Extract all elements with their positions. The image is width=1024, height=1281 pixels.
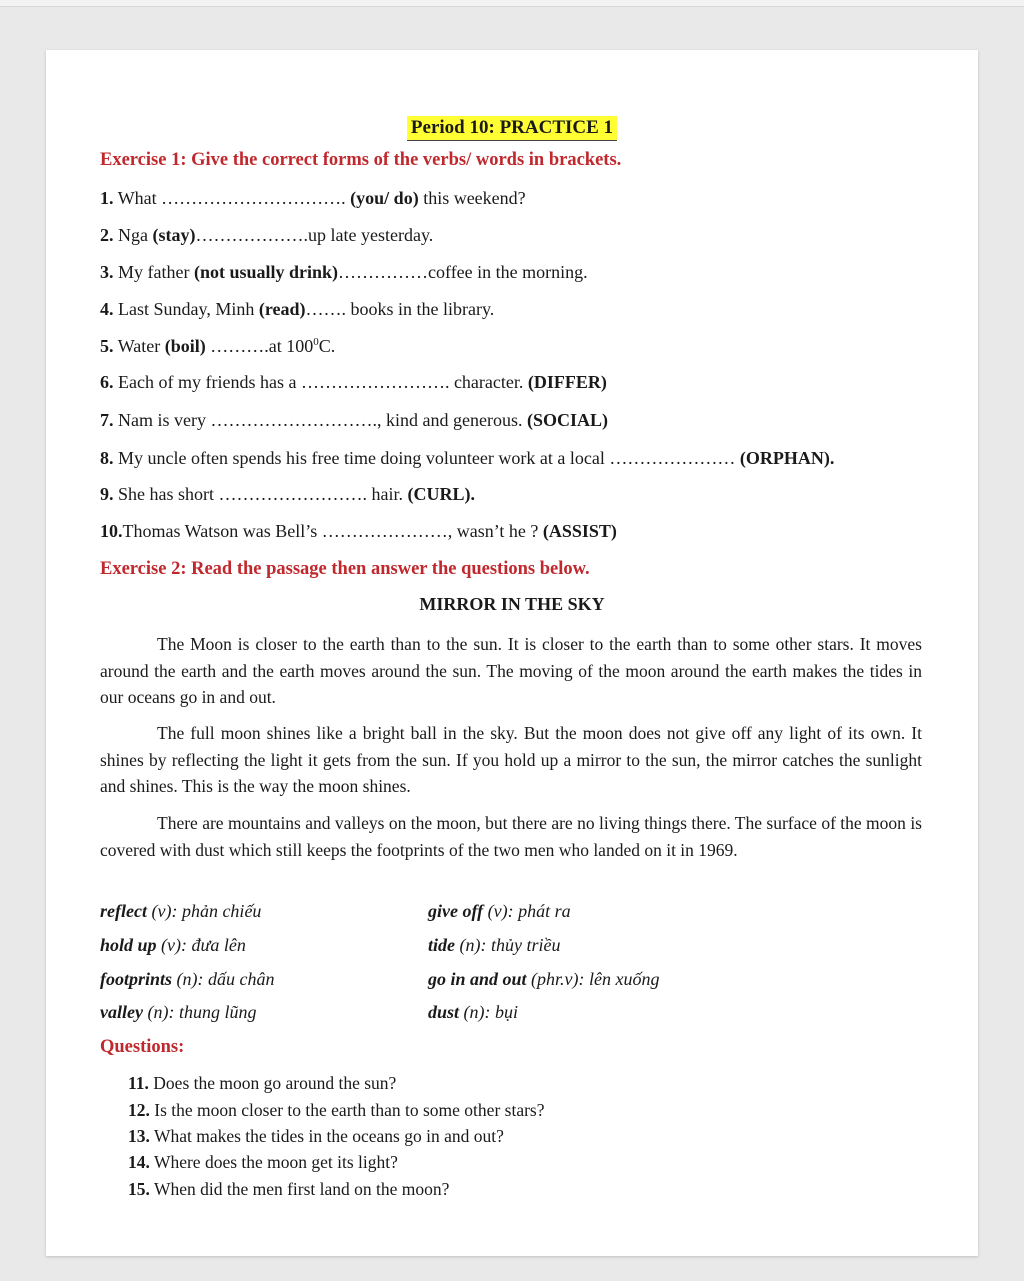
item-text: She has short	[118, 484, 219, 504]
answer-blank: ……….	[205, 336, 269, 356]
item-text: character.	[449, 372, 528, 392]
item-number: 2.	[100, 225, 114, 245]
passage-paragraph-2: The full moon shines like a bright ball in the sky. But the moon does not give off any light of its own. It shines by reflecting the light it gets from the sun. If you hold up a mirror to the sun, the mirror catches the sunlight and shines. This is the way the moon shines.	[100, 723, 922, 796]
document-page	[46, 50, 978, 1256]
item-bold: (boil)	[164, 336, 206, 356]
item-text: this weekend?	[418, 188, 526, 208]
vocab-pos: (n)	[142, 1002, 169, 1022]
item-text: , wasn’t he ?	[447, 521, 543, 541]
exercise-1-item-9	[100, 484, 475, 505]
question-number: 11.	[128, 1073, 149, 1093]
item-bold: (read)	[258, 299, 306, 319]
vocab-term: hold up	[100, 935, 157, 955]
item-text: books in the library.	[345, 299, 495, 319]
item-text: Each of my friends has a	[118, 372, 301, 392]
question-number: 15.	[128, 1179, 150, 1199]
item-text: Nam is very	[118, 410, 211, 430]
item-bold: (stay)	[152, 225, 196, 245]
item-text: C.	[318, 336, 336, 356]
vocab-term: dust	[428, 1002, 460, 1022]
exercise-1-item-1	[100, 188, 526, 209]
vocab-meaning: : thủy triều	[480, 935, 561, 955]
item-text: coffee in the morning.	[428, 262, 588, 282]
page-title: Period 10: PRACTICE 1	[407, 116, 617, 141]
vocab-meaning: : thung lũng	[168, 1002, 257, 1022]
vocab-item	[100, 935, 246, 956]
vocab-meaning: : phát ra	[507, 901, 571, 921]
passage-title: MIRROR IN THE SKY	[419, 594, 605, 614]
question-number: 14.	[128, 1152, 150, 1172]
exercise-1-item-3	[100, 262, 588, 283]
exercise-2-heading: Exercise 2: Read the passage then answer the questions below.	[100, 559, 590, 579]
vocab-pos: (v)	[156, 935, 182, 955]
vocab-pos: (phr.v)	[526, 969, 579, 989]
item-text: at 100	[268, 336, 314, 356]
answer-blank: ……………………….	[210, 410, 377, 430]
vocab-term: give off	[428, 901, 484, 921]
exercise-1-item-7	[100, 410, 608, 431]
item-number: 5.	[100, 336, 114, 356]
item-bold: (not usually drink)	[193, 262, 339, 282]
vocab-pos: (v)	[146, 901, 172, 921]
item-text: up late yesterday.	[308, 225, 434, 245]
item-text: Water	[117, 336, 165, 356]
vocab-pos: (n)	[455, 935, 481, 955]
vocab-term: valley	[100, 1002, 143, 1022]
exercise-1-item-4	[100, 299, 494, 320]
vocab-term: go in and out	[428, 969, 527, 989]
item-number: 7.	[100, 410, 114, 430]
answer-blank: ………………………….	[161, 188, 346, 208]
vocab-meaning: : bụi	[484, 1002, 519, 1022]
vocab-item	[100, 969, 275, 990]
question-text: Is the moon closer to the earth than to some other stars?	[154, 1100, 545, 1120]
viewer-top-bar	[0, 0, 1024, 7]
exercise-1-item-8	[100, 448, 834, 469]
vocab-meaning: : phản chiếu	[171, 901, 262, 921]
item-text: My father	[118, 262, 194, 282]
superscript: 0	[313, 336, 319, 348]
item-bold: (SOCIAL)	[526, 410, 608, 430]
vocab-pos: (n)	[172, 969, 198, 989]
item-number: 4.	[100, 299, 114, 319]
exercise-1-item-6	[100, 372, 607, 393]
vocab-item	[428, 969, 660, 990]
vocab-meaning: : lên xuống	[578, 969, 660, 989]
questions-heading: Questions:	[100, 1037, 185, 1057]
item-number: 3.	[100, 262, 114, 282]
exercise-1-item-5	[100, 336, 335, 357]
question-text: Where does the moon get its light?	[153, 1152, 398, 1172]
answer-blank: …………………….	[218, 484, 367, 504]
vocab-item	[100, 1002, 256, 1023]
question-item	[128, 1179, 449, 1200]
vocab-meaning: : dấu chân	[197, 969, 275, 989]
answer-blank: ……………….	[195, 225, 308, 245]
vocab-pos: (n)	[459, 1002, 485, 1022]
question-number: 12.	[128, 1100, 150, 1120]
vocab-term: reflect	[100, 901, 147, 921]
item-text: Thomas Watson was Bell’s	[122, 521, 322, 541]
question-item	[128, 1152, 398, 1173]
question-item	[128, 1100, 545, 1121]
question-text: When did the men first land on the moon?	[153, 1179, 450, 1199]
vocab-meaning: : đưa lên	[181, 935, 246, 955]
answer-blank: …………………….	[300, 372, 450, 392]
question-number: 13.	[128, 1126, 150, 1146]
item-text: Nga	[118, 225, 153, 245]
item-text: My uncle often spends his free time doing volunteer work at a local	[118, 448, 610, 468]
exercise-1-item-2	[100, 225, 433, 246]
question-text: What makes the tides in the oceans go in and out?	[153, 1126, 504, 1146]
question-item	[128, 1126, 504, 1147]
item-text: hair.	[367, 484, 408, 504]
item-number: 1.	[100, 188, 114, 208]
item-bold: (ASSIST)	[542, 521, 617, 541]
exercise-1-item-10	[100, 521, 617, 542]
vocab-item	[100, 901, 261, 922]
answer-blank: …………………	[609, 448, 736, 468]
answer-blank: ……………	[338, 262, 429, 282]
item-bold: (CURL).	[407, 484, 475, 504]
vocab-pos: (v)	[483, 901, 508, 921]
item-number: 6.	[100, 372, 114, 392]
item-bold: (ORPHAN).	[735, 448, 835, 468]
passage-paragraph-1: The Moon is closer to the earth than to the sun. It is closer to the earth than to some other stars. It moves around the earth and the earth moves around the sun. The moving of the moon around the earth makes the tides in our oceans go in and out.	[100, 634, 922, 707]
exercise-1-heading: Exercise 1: Give the correct forms of the verbs/ words in brackets.	[100, 150, 622, 170]
item-text: What	[117, 188, 162, 208]
vocab-item	[428, 935, 560, 956]
item-number: 8.	[100, 448, 114, 468]
answer-blank: …………………	[321, 521, 448, 541]
vocab-item	[428, 901, 571, 922]
item-text: , kind and generous.	[376, 410, 527, 430]
vocab-term: tide	[428, 935, 455, 955]
item-text: Last Sunday, Minh	[118, 299, 259, 319]
item-bold: (you/ do)	[345, 188, 419, 208]
vocab-term: footprints	[100, 969, 173, 989]
answer-blank: …….	[305, 299, 346, 319]
question-text: Does the moon go around the sun?	[153, 1073, 397, 1093]
item-number: 9.	[100, 484, 114, 504]
item-bold: (DIFFER)	[527, 372, 607, 392]
item-number: 10.	[100, 521, 123, 541]
title-container	[46, 116, 978, 141]
passage-paragraph-3: There are mountains and valleys on the moon, but there are no living things there. The surface of the moon is covered with dust which still keeps the footprints of the two men who landed on it in 1969.	[100, 813, 922, 860]
vocab-item	[428, 1002, 518, 1023]
question-item	[128, 1073, 396, 1094]
